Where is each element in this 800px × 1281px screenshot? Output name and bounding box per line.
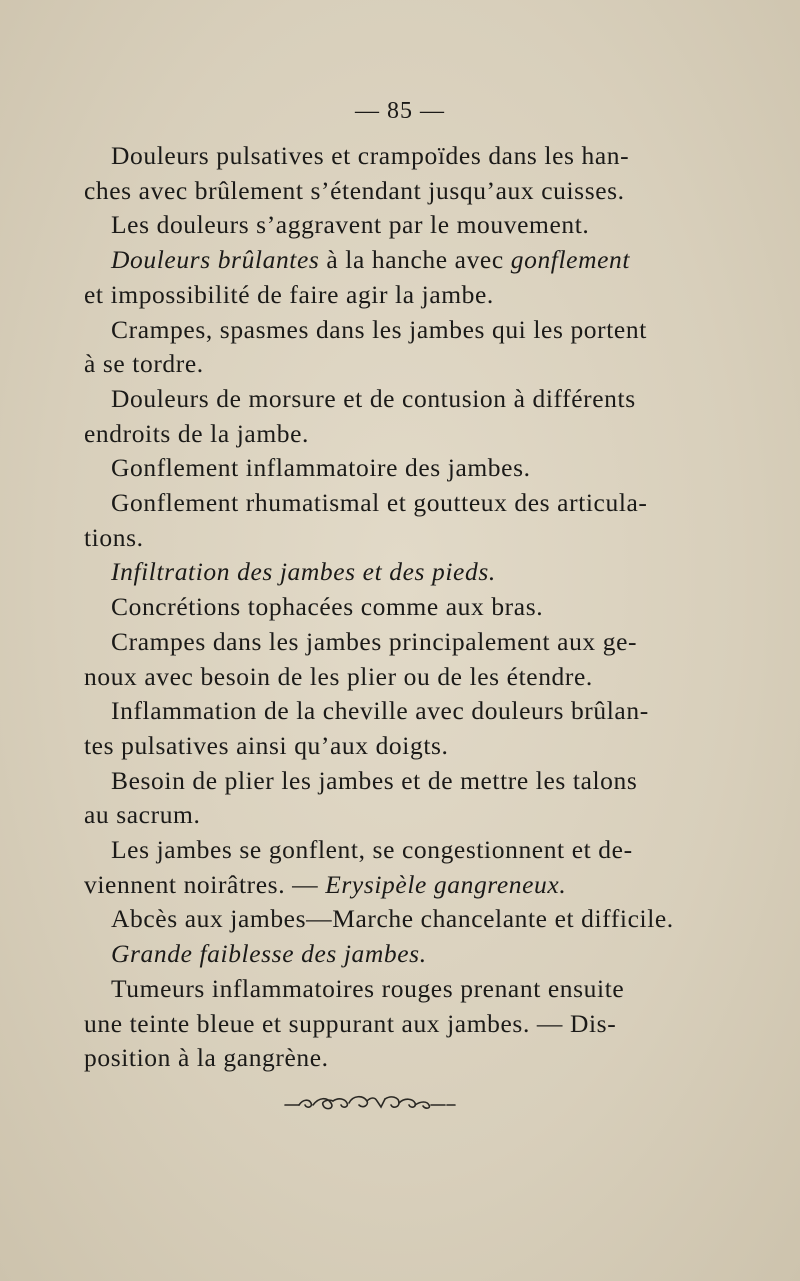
text-body: [84, 139, 674, 1076]
text-line: [84, 208, 644, 243]
text-line: [84, 764, 644, 799]
paragraph: [84, 937, 644, 972]
text-line: [84, 660, 644, 695]
ornament-divider-icon: [283, 1093, 457, 1115]
paragraph: [84, 555, 644, 590]
paragraph: [84, 833, 644, 902]
text-line: [84, 521, 644, 556]
paragraph: [84, 382, 644, 451]
paragraph: [84, 694, 649, 763]
text-segment: Crampes, spasmes dans les jambes qui les portent: [111, 314, 647, 344]
text-line: [84, 798, 644, 833]
text-line: [84, 625, 644, 660]
text-segment: ches avec brûlement s’étendant jusqu’aux cuisses.: [84, 175, 625, 205]
text-segment: Les jambes se gonflent, se congestionnent et de-: [111, 835, 633, 865]
text-line: [84, 902, 674, 937]
text-line: [84, 937, 644, 972]
paragraph: [84, 625, 644, 694]
text-line: [84, 174, 644, 209]
text-segment: Crampes dans les jambes principalement aux ge-: [111, 626, 638, 656]
paragraph: [84, 902, 674, 937]
text-line: [84, 382, 644, 417]
text-line: [84, 1007, 644, 1042]
paragraph: [84, 139, 644, 208]
text-segment: tions.: [84, 522, 144, 552]
text-segment: Gonflement rhumatismal et goutteux des articula-: [111, 488, 648, 518]
text-segment: tes pulsatives ainsi qu’aux doigts.: [84, 730, 449, 760]
text-segment: Douleurs de morsure et de contusion à différents: [111, 383, 636, 413]
paragraph: [84, 313, 647, 382]
italic-text: gonflement: [510, 245, 631, 275]
text-segment: et impossibilité de faire agir la jambe.: [84, 279, 494, 309]
text-line: [84, 868, 644, 903]
paragraph: [84, 590, 644, 625]
text-segment: Douleurs pulsatives et crampoïdes dans les han-: [111, 141, 630, 170]
italic-text: Douleurs brûlantes: [111, 245, 320, 275]
text-line: [84, 347, 644, 382]
text-line: [84, 972, 644, 1007]
italic-text: Infiltration des jambes et des pieds.: [111, 557, 496, 587]
text-segment: Besoin de plier les jambes et de mettre les talons: [111, 765, 638, 795]
text-line: [84, 313, 647, 348]
text-line: [84, 451, 644, 486]
text-segment: position à la gangrène.: [84, 1043, 329, 1073]
text-segment: une teinte bleue et suppurant aux jambes. — Dis-: [84, 1008, 617, 1038]
text-segment: viennent noirâtres. —: [84, 869, 326, 899]
text-line: [84, 729, 644, 764]
text-segment: à la hanche avec: [319, 245, 511, 275]
paragraph: [84, 451, 644, 486]
text-line: [84, 1041, 644, 1076]
paragraph: [84, 972, 644, 1076]
text-line: [84, 833, 644, 868]
text-line: [84, 417, 644, 452]
text-segment: Les douleurs s’aggravent par le mouvement.: [111, 210, 590, 240]
paragraph: [84, 243, 644, 312]
paragraph: [84, 764, 644, 833]
paragraph: [84, 208, 644, 243]
text-line: [84, 555, 644, 590]
text-segment: Gonflement inflammatoire des jambes.: [111, 453, 531, 483]
text-segment: noux avec besoin de les plier ou de les étendre.: [84, 661, 593, 691]
paragraph: [84, 486, 648, 555]
text-line: [84, 139, 644, 174]
text-segment: Inflammation de la cheville avec douleurs brûlan-: [111, 696, 649, 726]
page-number: — 85 —: [355, 98, 445, 124]
text-line: [84, 243, 644, 278]
text-line: [84, 486, 648, 521]
text-segment: endroits de la jambe.: [84, 418, 310, 448]
italic-text: Erysipèle gangreneux.: [325, 869, 567, 899]
text-segment: à se tordre.: [84, 349, 204, 379]
text-line: [84, 278, 644, 313]
italic-text: Grande faiblesse des jambes.: [111, 939, 427, 969]
text-line: [84, 590, 644, 625]
text-segment: Abcès aux jambes—Marche chancelante et difficile.: [111, 904, 674, 934]
text-segment: au sacrum.: [84, 800, 201, 830]
text-segment: Concrétions tophacées comme aux bras.: [111, 592, 544, 622]
text-segment: Tumeurs inflammatoires rouges prenant ensuite: [111, 973, 625, 1003]
text-line: [84, 694, 649, 729]
